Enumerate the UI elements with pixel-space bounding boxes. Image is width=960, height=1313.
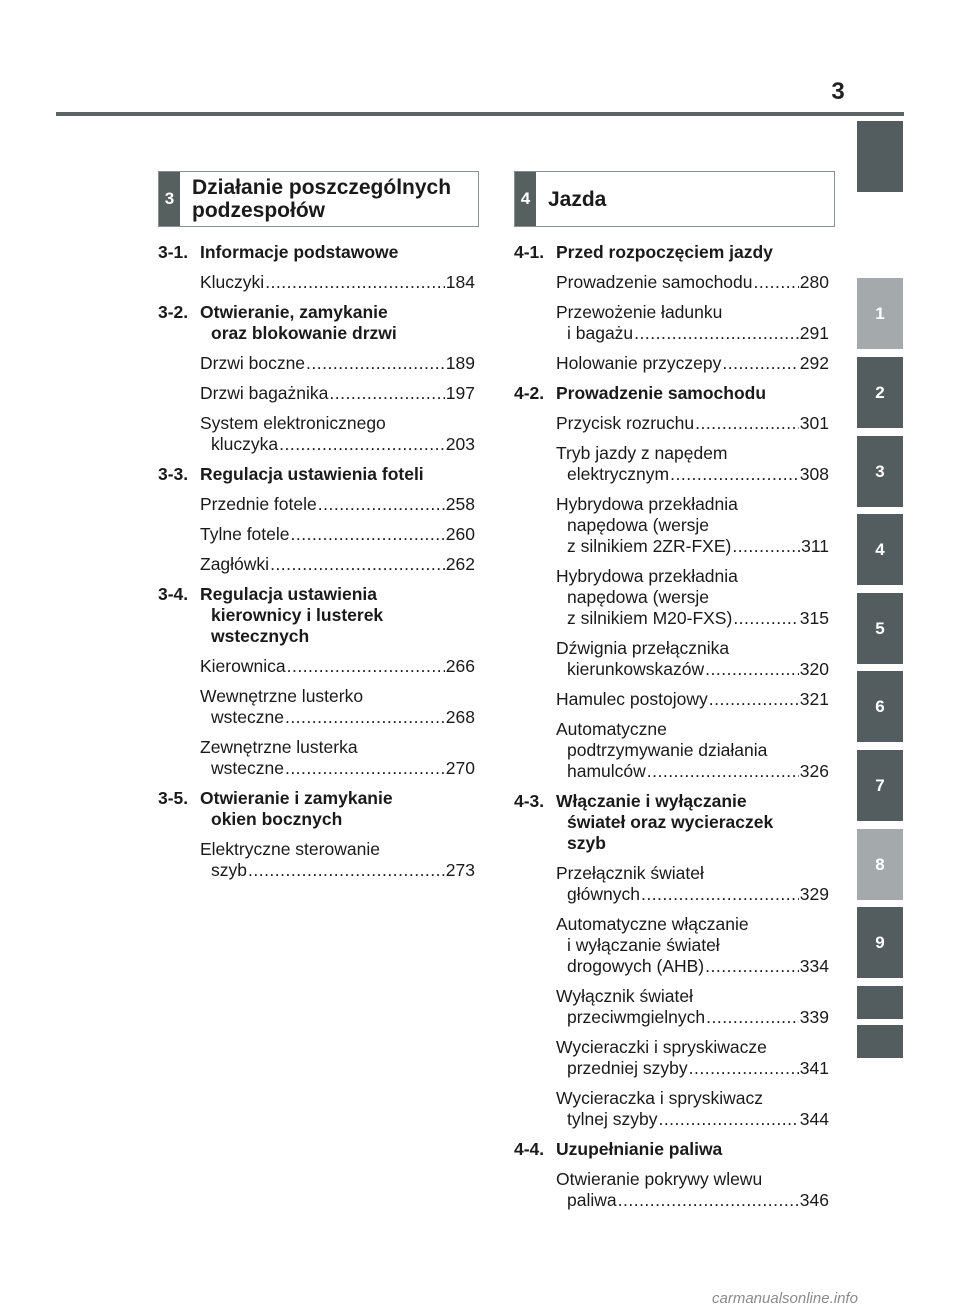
- toc-page-number: 189: [445, 353, 475, 373]
- page-number: 3: [831, 78, 845, 105]
- toc-entry-line: [200, 353, 475, 374]
- toc-entry-text: Drzwi boczne: [200, 353, 306, 373]
- toc-entry-line: [556, 323, 829, 344]
- toc-entry-line: [556, 638, 829, 659]
- toc-entry-line: [556, 515, 829, 536]
- toc-group-title-line: oraz blokowanie drzwi: [211, 323, 397, 343]
- toc-group-title: [200, 302, 475, 344]
- toc-entry-line: [556, 464, 829, 485]
- toc-entry-text: Otwieranie pokrywy wlewu: [556, 1169, 763, 1189]
- toc-page-number: 339: [799, 1007, 829, 1027]
- toc-entry-line: [556, 272, 829, 293]
- toc-entry-line: [556, 566, 829, 587]
- toc-entry-text: z silnikiem M20-FXS): [567, 608, 733, 628]
- toc-dot-leader: [670, 464, 799, 485]
- toc-dot-leader: [733, 608, 798, 629]
- chapter-tab-9[interactable]: 9: [857, 907, 903, 978]
- toc-entry-line: [200, 524, 475, 545]
- toc-entry-line: [200, 434, 475, 455]
- toc-entry-text: Tryb jazdy z napędem: [556, 443, 728, 463]
- section-3-title-line: podzespołów: [192, 199, 325, 222]
- chapter-tab-6[interactable]: 6: [857, 671, 903, 742]
- toc-dot-leader: [329, 383, 444, 404]
- chapter-tab-2[interactable]: 2: [857, 357, 903, 428]
- section-3-title-line: Działanie poszczególnych: [192, 176, 452, 199]
- toc-page-number: 311: [801, 536, 829, 556]
- toc-entry[interactable]: [556, 443, 829, 485]
- toc-page-number: 344: [799, 1109, 829, 1129]
- toc-entry-line: [200, 554, 475, 575]
- toc-entry-text: Automatyczne włączanie: [556, 914, 749, 934]
- toc-group-title-line: Włączanie i wyłączanie: [556, 791, 747, 811]
- toc-entry-text: drogowych (AHB): [567, 956, 705, 976]
- chapter-tab-3[interactable]: 3: [857, 436, 903, 507]
- toc-dot-leader: [279, 434, 445, 455]
- toc-page-number: 270: [445, 758, 475, 778]
- toc-entry[interactable]: [556, 566, 829, 629]
- toc-entry-text: Kierownica: [200, 656, 286, 676]
- toc-entry[interactable]: [200, 494, 475, 515]
- toc-entry-line: [556, 659, 829, 680]
- chapter-tab[interactable]: [857, 121, 903, 192]
- toc-entry-line: [556, 914, 829, 935]
- toc-group-heading: [158, 788, 475, 830]
- toc-entry-line: [556, 536, 829, 557]
- header-rule: [56, 112, 904, 116]
- toc-entry-line: [556, 353, 829, 374]
- toc-entry-line: [200, 737, 475, 758]
- toc-entry-line: [200, 383, 475, 404]
- toc-entry-text: Hybrydowa przekładnia: [556, 494, 738, 514]
- toc-entry-text: podtrzymywanie działania: [567, 740, 768, 760]
- toc-group-heading: [158, 464, 475, 485]
- toc-group-title: [556, 242, 829, 263]
- toc-entry-text: szyb: [211, 860, 247, 880]
- toc-group-title: [200, 788, 475, 830]
- toc-entry-text: Wycieraczki i spryskiwacze: [556, 1037, 767, 1057]
- toc-dot-leader: [689, 1058, 799, 1079]
- toc-entry-text: napędowa (wersje: [567, 587, 710, 607]
- toc-entry[interactable]: [200, 554, 475, 575]
- toc-entry-text: Wewnętrzne lusterko: [200, 686, 364, 706]
- toc-group-title-line: Prowadzenie samochodu: [556, 383, 767, 403]
- toc-dot-leader: [754, 272, 799, 293]
- toc-page-number: 291: [799, 323, 829, 343]
- toc-entry-text: System elektronicznego: [200, 413, 386, 433]
- toc-group-title-line: szyb: [567, 833, 606, 853]
- toc-entry-text: Wyłącznik świateł: [556, 986, 693, 1006]
- toc-entry-text: Prowadzenie samochodu: [556, 272, 753, 292]
- section-4-title: [536, 172, 606, 226]
- toc-page-number: 292: [799, 353, 829, 373]
- toc-entry-text: Dźwignia przełącznika: [556, 638, 730, 658]
- chapter-tab-5[interactable]: 5: [857, 593, 903, 664]
- toc-entry[interactable]: [556, 863, 829, 905]
- toc-dot-leader: [732, 536, 800, 557]
- toc-entry[interactable]: [556, 638, 829, 680]
- toc-entry[interactable]: [200, 656, 475, 677]
- toc-dot-leader: [706, 1007, 799, 1028]
- toc-entry-line: [556, 302, 829, 323]
- toc-entry[interactable]: [556, 1037, 829, 1079]
- toc-entry[interactable]: [200, 686, 475, 728]
- toc-page-number: 266: [445, 656, 475, 676]
- chapter-tab-4[interactable]: 4: [857, 514, 903, 585]
- toc-entry-line: [556, 443, 829, 464]
- toc-entry-text: z silnikiem 2ZR-FXE): [567, 536, 732, 556]
- toc-entry-text: kierunkowskazów: [567, 659, 705, 679]
- toc-group-heading: [158, 242, 475, 263]
- toc-page-number: 334: [799, 956, 829, 976]
- toc-dot-leader: [705, 659, 799, 680]
- toc-entry-text: Zewnętrzne lusterka: [200, 737, 358, 757]
- toc-entry-text: wsteczne: [211, 758, 284, 778]
- section-3-header: [158, 171, 479, 227]
- toc-entry-text: Przycisk rozruchu: [556, 413, 695, 433]
- toc-entry-line: [556, 413, 829, 434]
- toc-entry-line: [556, 494, 829, 515]
- toc-entry-line: [556, 740, 829, 761]
- toc-group-number: 4-4.: [514, 1139, 545, 1159]
- toc-entry-text: Przewożenie ładunku: [556, 302, 723, 322]
- toc-entry-line: [200, 839, 475, 860]
- toc-group-title-line: okien bocznych: [211, 809, 343, 829]
- toc-entry-line: [556, 884, 829, 905]
- toc-entry-line: [200, 707, 475, 728]
- section-4-number: 4: [515, 172, 536, 226]
- toc-group-title-line: Otwieranie i zamykanie: [200, 788, 393, 808]
- toc-entry-text: i bagażu: [567, 323, 634, 343]
- toc-entry-line: [556, 587, 829, 608]
- toc-page-number: 320: [799, 659, 829, 679]
- toc-group-heading: [514, 242, 829, 263]
- toc-entry-text: przedniej szyby: [567, 1058, 688, 1078]
- toc-entry-text: kluczyka: [211, 434, 279, 454]
- toc-group-title-line: Regulacja ustawienia foteli: [200, 464, 424, 484]
- toc-group-heading: [514, 1139, 829, 1160]
- chapter-tab-8[interactable]: 8: [857, 829, 903, 900]
- toc-entry-line: [556, 1007, 829, 1028]
- toc-dot-leader: [285, 758, 445, 779]
- toc-dot-leader: [722, 353, 798, 374]
- toc-dot-leader: [658, 1109, 798, 1130]
- toc-page-number: 315: [799, 608, 829, 628]
- toc-entry-line: [200, 758, 475, 779]
- toc-entry-text: przeciwmgielnych: [567, 1007, 706, 1027]
- toc-page-number: 268: [445, 707, 475, 727]
- toc-entry[interactable]: [200, 524, 475, 545]
- toc-page-number: 321: [799, 689, 829, 709]
- toc-section-4: [514, 242, 829, 1211]
- toc-group-heading: [158, 302, 475, 344]
- toc-page-number: 301: [799, 413, 829, 433]
- toc-group-heading: [514, 383, 829, 404]
- toc-group-number: 3-4.: [158, 584, 189, 604]
- toc-group-title-line: Przed rozpoczęciem jazdy: [556, 242, 773, 262]
- toc-dot-leader: [705, 956, 799, 977]
- toc-entry-line: [556, 1190, 829, 1211]
- toc-entry-line: [200, 686, 475, 707]
- toc-entry-line: [556, 719, 829, 740]
- toc-entry[interactable]: [556, 689, 829, 710]
- toc-entry-text: Kluczyki: [200, 272, 265, 292]
- toc-group-title: [200, 584, 475, 647]
- toc-entry-line: [556, 1169, 829, 1190]
- toc-group-title-line: wstecznych: [211, 626, 310, 646]
- toc-entry[interactable]: [556, 413, 829, 434]
- toc-group-title-line: Uzupełnianie paliwa: [556, 1139, 723, 1159]
- toc-page-number: 326: [799, 761, 829, 781]
- toc-group-title: [556, 383, 829, 404]
- toc-entry[interactable]: [200, 413, 475, 455]
- toc-entry-line: [556, 935, 829, 956]
- toc-entry-text: głównych: [567, 884, 640, 904]
- toc-group-heading: [514, 791, 829, 854]
- toc-entry-text: i wyłączanie świateł: [567, 935, 720, 955]
- toc-page-number: 346: [799, 1190, 829, 1210]
- toc-entry-text: Przednie fotele: [200, 494, 317, 514]
- toc-dot-leader: [291, 524, 445, 545]
- toc-group-number: 3-3.: [158, 464, 189, 484]
- toc-entry-line: [556, 863, 829, 884]
- toc-section-3: [158, 242, 475, 881]
- toc-group-number: 4-3.: [514, 791, 545, 811]
- toc-page-number: 280: [799, 272, 829, 292]
- toc-entry[interactable]: [200, 737, 475, 779]
- toc-entry-text: paliwa: [567, 1190, 617, 1210]
- toc-group-number: 3-1.: [158, 242, 189, 262]
- toc-entry-text: napędowa (wersje: [567, 515, 710, 535]
- toc-page-number: 329: [799, 884, 829, 904]
- toc-entry[interactable]: [556, 914, 829, 977]
- toc-entry-line: [556, 1109, 829, 1130]
- toc-entry[interactable]: [556, 719, 829, 782]
- toc-entry[interactable]: [200, 353, 475, 374]
- toc-entry-line: [556, 1058, 829, 1079]
- toc-page-number: 273: [445, 860, 475, 880]
- toc-entry[interactable]: [200, 839, 475, 881]
- toc-group-number: 4-1.: [514, 242, 545, 262]
- toc-entry-text: Wycieraczka i spryskiwacz: [556, 1088, 763, 1108]
- toc-dot-leader: [248, 860, 445, 881]
- toc-page-number: 341: [799, 1058, 829, 1078]
- toc-entry-text: Automatyczne: [556, 719, 667, 739]
- toc-entry-text: Zagłówki: [200, 554, 270, 574]
- toc-dot-leader: [285, 707, 445, 728]
- toc-entry-line: [556, 956, 829, 977]
- toc-group-title-line: świateł oraz wycieraczek: [567, 812, 774, 832]
- toc-entry-line: [200, 860, 475, 881]
- toc-entry[interactable]: [556, 353, 829, 374]
- toc-group-title: [556, 791, 829, 854]
- toc-page-number: 203: [445, 434, 475, 454]
- toc-entry-line: [200, 413, 475, 434]
- chapter-tab[interactable]: [857, 986, 903, 1019]
- toc-group-number: 4-2.: [514, 383, 545, 403]
- toc-entry-line: [556, 608, 829, 629]
- toc-dot-leader: [709, 689, 799, 710]
- toc-page-number: 260: [445, 524, 475, 544]
- toc-group-heading: [158, 584, 475, 647]
- toc-dot-leader: [270, 554, 445, 575]
- toc-group-title-line: Regulacja ustawienia: [200, 584, 378, 604]
- toc-entry-text: Tylne fotele: [200, 524, 290, 544]
- toc-entry[interactable]: [556, 986, 829, 1028]
- toc-dot-leader: [618, 1190, 799, 1211]
- chapter-tab-1[interactable]: 1: [857, 278, 903, 349]
- toc-group-title: [556, 1139, 829, 1160]
- toc-group-title-line: Informacje podstawowe: [200, 242, 399, 262]
- toc-dot-leader: [641, 884, 799, 905]
- section-3-number: 3: [159, 172, 180, 226]
- toc-entry-text: tylnej szyby: [567, 1109, 658, 1129]
- toc-entry-line: [556, 689, 829, 710]
- toc-dot-leader: [287, 656, 445, 677]
- toc-entry-line: [200, 656, 475, 677]
- toc-entry-text: Drzwi bagażnika: [200, 383, 329, 403]
- toc-entry-text: Elektryczne sterowanie: [200, 839, 380, 859]
- section-4-title-line: Jazda: [548, 187, 607, 211]
- toc-dot-leader: [265, 272, 445, 293]
- toc-page-number: 258: [445, 494, 475, 514]
- toc-entry-line: [556, 1088, 829, 1109]
- toc-group-title: [200, 242, 475, 263]
- toc-entry[interactable]: [556, 272, 829, 293]
- toc-group-title-line: kierownicy i lusterek: [211, 605, 384, 625]
- toc-dot-leader: [318, 494, 445, 515]
- toc-entry-line: [556, 761, 829, 782]
- toc-page-number: 262: [445, 554, 475, 574]
- toc-entry[interactable]: [200, 383, 475, 404]
- section-3-title: [180, 172, 451, 226]
- chapter-tab[interactable]: [857, 1025, 903, 1058]
- toc-entry-line: [556, 1037, 829, 1058]
- toc-entry[interactable]: [556, 1169, 829, 1211]
- toc-entry[interactable]: [200, 272, 475, 293]
- toc-entry-text: Przełącznik świateł: [556, 863, 704, 883]
- toc-dot-leader: [695, 413, 799, 434]
- toc-entry-text: Hybrydowa przekładnia: [556, 566, 738, 586]
- toc-entry-text: hamulców: [567, 761, 646, 781]
- toc-entry-line: [200, 494, 475, 515]
- watermark: carmanualsonline.info: [712, 1290, 858, 1307]
- toc-entry[interactable]: [556, 302, 829, 344]
- toc-entry-text: wsteczne: [211, 707, 284, 727]
- section-4-header: [514, 171, 835, 227]
- toc-group-title-line: Otwieranie, zamykanie: [200, 302, 388, 322]
- toc-page-number: 197: [445, 383, 475, 403]
- toc-page-number: 308: [799, 464, 829, 484]
- toc-group-number: 3-5.: [158, 788, 189, 808]
- toc-entry[interactable]: [556, 1088, 829, 1130]
- chapter-tab-7[interactable]: 7: [857, 750, 903, 821]
- toc-entry-text: Hamulec postojowy: [556, 689, 708, 709]
- toc-group-number: 3-2.: [158, 302, 189, 322]
- toc-group-title: [200, 464, 475, 485]
- toc-dot-leader: [634, 323, 799, 344]
- toc-entry[interactable]: [556, 494, 829, 557]
- toc-entry-text: Holowanie przyczepy: [556, 353, 722, 373]
- toc-entry-line: [200, 272, 475, 293]
- toc-entry-text: elektrycznym: [567, 464, 670, 484]
- toc-entry-line: [556, 986, 829, 1007]
- toc-dot-leader: [647, 761, 799, 782]
- toc-dot-leader: [306, 353, 445, 374]
- toc-page-number: 184: [445, 272, 475, 292]
